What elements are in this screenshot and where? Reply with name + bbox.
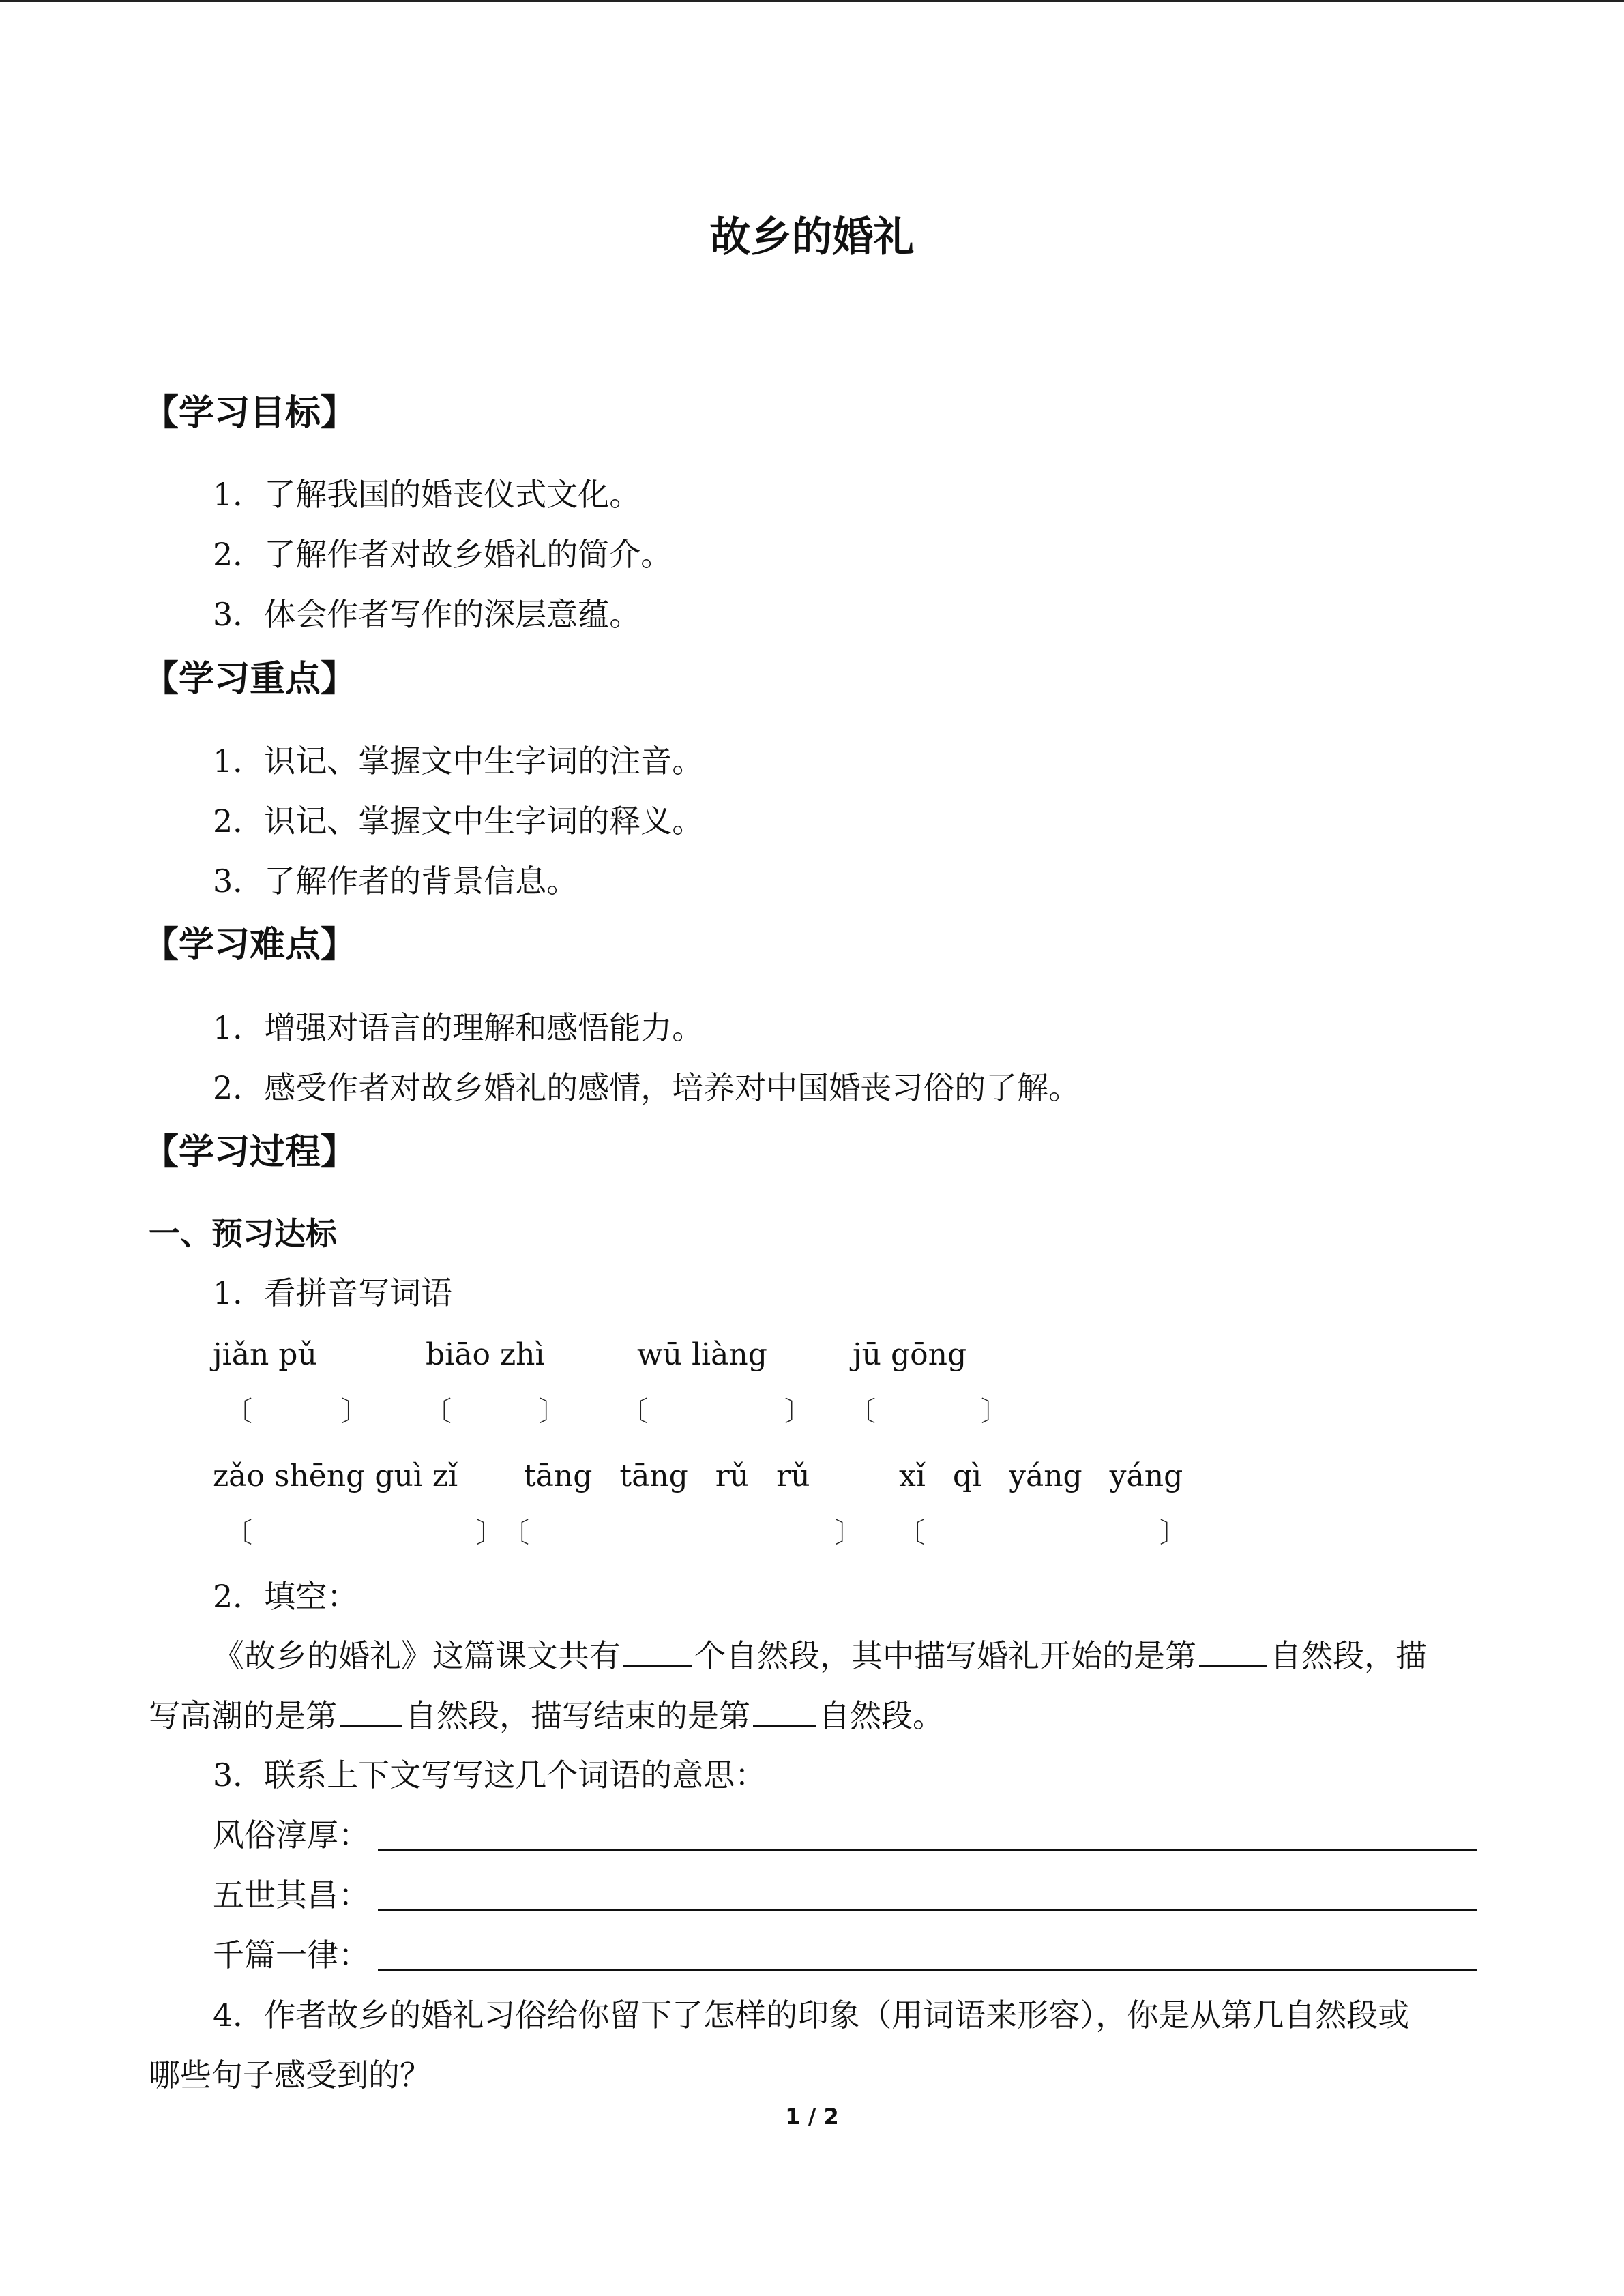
q4-line-2: 哪些句子感受到的？ [149, 2057, 431, 2093]
q2-text-2: 个自然段，其中描写婚礼开始的是第 [694, 1637, 1196, 1674]
heading-key-points: 【学习重点】 [143, 659, 357, 700]
difficulty-item-1: 1．增强对语言的理解和感悟能力。 [213, 1009, 704, 1046]
term-1: 风俗淳厚： [213, 1817, 370, 1853]
page-number: 1 / 2 [785, 2104, 839, 2130]
pinyin-4: jū gōng [853, 1337, 967, 1372]
answer-box-5-open[interactable]: 〔 [225, 1517, 252, 1549]
key-point-item-2: 2．识记、掌握文中生字词的释义。 [213, 803, 704, 839]
answer-line-1[interactable] [378, 1849, 1477, 1851]
subheading-preview: 一、预习达标 [149, 1215, 337, 1252]
answer-box-2-close: 〕 [539, 1396, 566, 1427]
q3-label: 3．联系上下文写写这几个词语的意思： [213, 1757, 767, 1793]
q2-text-4: 写高潮的是第 [149, 1697, 337, 1734]
answer-box-5-close: 〕 [476, 1517, 503, 1549]
answer-box-4-open[interactable]: 〔 [848, 1396, 876, 1427]
heading-process: 【学习过程】 [143, 1132, 357, 1173]
answer-box-4-close: 〕 [981, 1396, 1008, 1427]
pinyin-7: xǐ qì yáng yáng [899, 1459, 1183, 1493]
q4-line-1: 4．作者故乡的婚礼习俗给你留下了怎样的印象（用词语来形容），你是从第几自然段或 [213, 1997, 1410, 2033]
pinyin-6: tāng tāng rǔ rǔ [524, 1459, 810, 1493]
answer-box-6-open[interactable]: 〔 [502, 1517, 529, 1549]
answer-box-3-close: 〕 [784, 1396, 812, 1427]
answer-box-2-open[interactable]: 〔 [424, 1396, 452, 1427]
q2-text-5: 自然段，描写结束的是第 [405, 1697, 750, 1734]
pinyin-1: jiǎn pǔ [213, 1337, 317, 1372]
blank-climax-paragraph[interactable] [340, 1719, 402, 1727]
q1-label: 1．看拼音写词语 [213, 1274, 453, 1311]
q2-text-1: 《故乡的婚礼》这篇课文共有 [213, 1637, 621, 1674]
pinyin-3: wū liàng [637, 1337, 767, 1372]
answer-box-7-close: 〕 [1160, 1517, 1187, 1549]
answer-box-1-close: 〕 [341, 1396, 368, 1427]
heading-difficulties: 【学习难点】 [143, 925, 357, 966]
blank-end-paragraph[interactable] [753, 1719, 816, 1727]
answer-box-6-close: 〕 [835, 1517, 862, 1549]
q2-line-2 [149, 1697, 944, 1734]
goal-item-1: 1．了解我国的婚丧仪式文化。 [213, 476, 641, 513]
q2-text-3: 自然段，描 [1270, 1637, 1427, 1674]
blank-paragraph-count[interactable] [623, 1659, 692, 1667]
term-3: 千篇一律： [213, 1937, 370, 1973]
page-title: 故乡的婚礼 [709, 213, 915, 261]
pinyin-5: zǎo shēng guì zǐ [213, 1459, 458, 1493]
q2-line-1 [213, 1637, 1427, 1674]
term-2: 五世其昌： [213, 1877, 370, 1913]
key-point-item-1: 1．识记、掌握文中生字词的注音。 [213, 743, 704, 779]
heading-goals: 【学习目标】 [143, 393, 357, 434]
difficulty-item-2: 2．感受作者对故乡婚礼的感情，培养对中国婚丧习俗的了解。 [213, 1069, 1080, 1106]
answer-box-1-open[interactable]: 〔 [225, 1396, 252, 1427]
answer-line-3[interactable] [378, 1969, 1477, 1971]
top-border [0, 0, 1624, 2]
q2-label: 2．填空： [213, 1578, 359, 1615]
answer-line-2[interactable] [378, 1909, 1477, 1911]
answer-box-3-open[interactable]: 〔 [621, 1396, 648, 1427]
goal-item-3: 3．体会作者写作的深层意蕴。 [213, 596, 641, 633]
pinyin-2: biāo zhì [426, 1337, 545, 1372]
blank-start-paragraph[interactable] [1199, 1659, 1267, 1667]
key-point-item-3: 3．了解作者的背景信息。 [213, 863, 578, 899]
answer-box-7-open[interactable]: 〔 [898, 1517, 925, 1549]
q2-text-6: 自然段。 [818, 1697, 944, 1734]
goal-item-2: 2．了解作者对故乡婚礼的简介。 [213, 536, 673, 573]
